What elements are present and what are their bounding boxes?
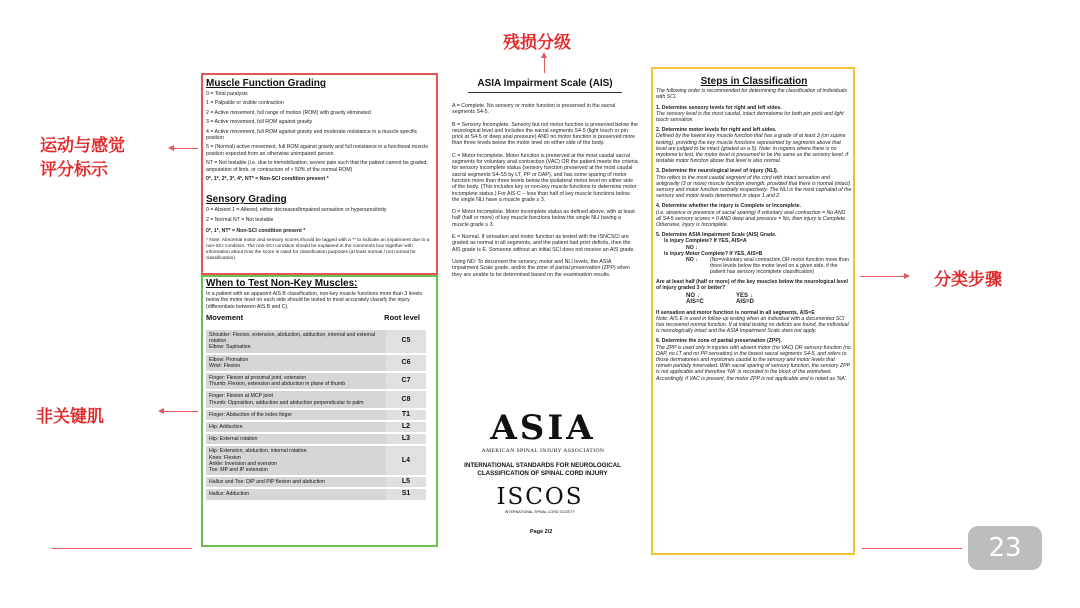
step-5-no1: NO — [686, 244, 694, 251]
asia-logo-sub: AMERICAN SPINAL INJURY ASSOCIATION — [481, 448, 605, 454]
root-level-cell: C7 — [386, 373, 426, 389]
arrow-left-bottom-head — [158, 408, 164, 414]
iscos-logo-sub: INTERNATIONAL SPINAL CORD SOCIETY — [504, 510, 576, 514]
ais-grade-b: B = Sensory Incomplete. Sensory but not motor function is preserved below the neurological level and includes the sacral segments S4-5 (light touch or pin prick at S4-5 or deep anal pressure) AND no motor function is preserved more than three levels below the motor level on either side of the body. — [452, 121, 638, 147]
root-level-cell: L3 — [386, 434, 426, 444]
step-4: 4. Determine whether the injury is Complete or Incomplete. — [656, 203, 801, 210]
page-label: Page 2/2 — [530, 529, 553, 535]
steps-intro: The following order is recommended for determining the classification of individuals with SCI. — [656, 88, 847, 101]
ais-using-nd: Using ND: To document the sensory, motor and NLI levels, the ASIA Impairment Scale grade, and/or the zone of partial preservation (ZPP) when they are unable to be determined based on the examination results. — [452, 258, 630, 278]
table-row — [206, 410, 426, 420]
ais-grade-a: A = Complete. No sensory or motor function is preserved in the sacral segments S4-5. — [452, 103, 616, 116]
table-row — [206, 422, 426, 432]
ais-grade-c: C = Motor Incomplete. Motor function is preserved at the most caudal sacral segments for voluntary anal contraction (VAC) OR the patient meets the criteria for sensory incomplete status (sensory function preserved at the most caudal sacral segments S4-S5 by LT, PP or DAP), and has some sparing of motor function more than three levels below the ipsilateral motor level on either side of the body. (This includes key or non-key muscle functions to determine motor incomplete status.) For AIS C – less than half of key muscle functions below the single NLI have a muscle grade ≥ 3. — [452, 152, 638, 203]
steps-section — [656, 76, 852, 382]
step-normal-text: Note: AIS E is used in follow-up testing when an individual with a documented SCI has recovered normal function. If at initial testing no deficits are found, the individual is neurologically intact and the ASIA Impairment Scale does not apply. — [656, 315, 849, 335]
arrow-down-icon: ↓ — [749, 293, 753, 300]
ais-section — [452, 78, 638, 278]
arrow-down-icon: ↓ — [696, 293, 700, 300]
muscle-grade-line: 5 = (Normal) active movement, full ROM against gravity and full resistance in a functional muscle position expected from an otherwise unimpaired person — [206, 144, 429, 157]
step-1: 1. Determine sensory levels for right and left sides. — [656, 104, 782, 111]
movement-cell: Finger: Flexion at proximal joint, extension Thumb: Flexion, extension and abduction in plane of thumb — [206, 373, 386, 389]
movement-cell: Hip: Adduction — [206, 422, 386, 432]
iscos-logo — [480, 484, 600, 514]
sensory-grading-section — [206, 194, 436, 261]
step-5: 5. Determine ASIA Impairment Scale (AIS) Grade. — [656, 232, 777, 239]
step-5-yes3: YES — [736, 293, 749, 300]
table-row — [206, 391, 426, 407]
root-level-cell: C5 — [386, 330, 426, 353]
table-row — [206, 446, 426, 475]
muscle-grade-line: 0*, 1*, 2*, 3*, 4*, NT* = Non-SCI condition present * — [206, 176, 329, 183]
iscos-logo-text: ISCOS — [496, 484, 584, 510]
muscle-grade-line: NT = Not testable (i.e. due to immobilization, severe pain such that the patient cannot be graded, amputation of limb, or contracture of > 50% of the normal ROM) — [206, 160, 428, 173]
non-key-title: When to Test Non-Key Muscles: — [206, 278, 358, 289]
muscle-grade-line: 3 = Active movement, full ROM against gravity — [206, 119, 313, 126]
table-row — [206, 373, 426, 389]
root-level-cell: L5 — [386, 477, 426, 487]
arrow-down-icon: ↓ — [695, 257, 698, 264]
muscle-grade-line: 0 = Total paralysis — [206, 91, 248, 97]
table-row — [206, 489, 426, 499]
footer-line-left — [52, 548, 192, 549]
movement-cell: Elbow: Pronation Wrist: Flexion — [206, 355, 386, 371]
annotation-left-top-line1: 运动与感觉 — [40, 136, 125, 156]
arrow-left-top — [172, 148, 198, 149]
step-3: 3. Determine the neurological level of injury (NLI). — [656, 168, 779, 175]
asia-logo-text: ASIA — [490, 408, 596, 448]
sensory-grade-line: 0 = Absent 1 = Altered, either decreased/impaired sensation or hypersensitivity — [206, 207, 387, 213]
step-5-no3: NO — [686, 293, 695, 300]
movement-cell: Hip: External rotation — [206, 434, 386, 444]
step-normal: If sensation and motor function is normal in all segments, AIS=E — [656, 309, 815, 316]
table-row — [206, 434, 426, 444]
muscle-grade-line: 4 = Active movement, full ROM against gravity and moderate resistance in a muscle specific position — [206, 128, 418, 142]
movement-cell: Finger: Abduction of the index finger — [206, 410, 386, 420]
muscle-grade-line: 2 = Active movement, full range of motion (ROM) with gravity eliminated — [206, 109, 371, 116]
annotation-top: 残损分级 — [503, 33, 571, 53]
standards-line2: CLASSIFICATION OF SPINAL CORD INJURY — [477, 470, 608, 477]
muscle-grading-section — [206, 78, 436, 182]
ais-title: ASIA Impairment Scale (AIS) — [477, 78, 613, 89]
table-row — [206, 355, 426, 371]
arrow-left-bottom — [162, 411, 198, 412]
non-key-section — [206, 278, 434, 322]
slide-page-number: 23 — [968, 526, 1042, 570]
root-level-cell: L4 — [386, 446, 426, 475]
arrow-right-head — [904, 273, 910, 279]
movement-cell: Hallux: Adduction — [206, 489, 386, 499]
sensory-grading-title: Sensory Grading — [206, 194, 287, 205]
root-level-cell: L2 — [386, 422, 426, 432]
result-ais-c: AIS=C — [686, 299, 704, 306]
col-root-header: Root level — [384, 313, 420, 323]
table-row — [206, 330, 426, 353]
annotation-right: 分类步骤 — [934, 270, 1002, 290]
table-row — [206, 477, 426, 487]
asia-logo — [468, 410, 618, 454]
standards-title — [450, 462, 635, 478]
sensory-note: * Note: Abnormal motor and sensory scores should be tagged with a '*' to indicate an impairment due to a non-SCI condition. The non-SCI condition should be explained in the comments box together with information about how the score is rated for classification purposes (at least normal / not normal for classification). — [206, 238, 430, 261]
step-5-q2-text: (No=voluntary anal contraction OR motor function more than three levels below the motor level on a given side, if the patient has sensory incomplete classification) — [710, 257, 849, 276]
root-level-cell: S1 — [386, 489, 426, 499]
sensory-grade-line: 0*, 1*, NT* = Non-SCI condition present * — [206, 227, 306, 234]
steps-title: Steps in Classification — [700, 76, 808, 87]
step-4-text: (i.e. absence or presence of sacral sparing) If voluntary anal contraction = No AND all S4-5 sensory scores = 0 AND deep anal pressure = No, then injury is Complete. Otherwise, injury is Incomplete. — [656, 209, 847, 229]
non-key-table — [206, 328, 426, 502]
col-movement-header: Movement — [206, 313, 244, 323]
movement-cell: Hallux and Toe: DIP and PIP flexion and abduction — [206, 477, 386, 487]
step-5-q3: Are at least half (half or more) of the key muscles below the neurological level of injury graded 3 or better? — [656, 278, 848, 291]
movement-cell: Finger: Flexion at MCP joint Thumb: Opposition, adduction and abduction perpendicular to palm — [206, 391, 386, 407]
step-5-q1: Is injury Complete? If YES, AIS=A — [664, 238, 747, 245]
movement-cell: Shoulder: Flexion, extension, abduction, adduction, internal and external rotation Elbow: Supination — [206, 330, 386, 353]
root-level-cell: T1 — [386, 410, 426, 420]
step-5-q2: Is injury Motor Complete? If YES, AIS=B — [664, 250, 763, 257]
step-6-text: The ZPP is used only in injuries with absent motor (no VAC) OR sensory function (no DAP, no LT and no PP sensation) in the lowest sacral segments S4-5, and refers to those dermatomes and myotomes caudal to the sensory and motor levels that remain partially innervated. With sacral sparing of sensory function, the sensory ZPP is not applicable and therefore 'NA' is recorded in the block of the worksheet. Accordingly, if VAC is present, the motor ZPP is not applicable and is noted as 'NA'. — [656, 344, 851, 382]
muscle-grade-line: 1 = Palpable or visible contraction — [206, 100, 284, 107]
annotation-left-bottom: 非关键肌 — [36, 407, 104, 427]
footer-line-right — [862, 548, 962, 549]
ais-grade-d: D = Motor Incomplete. Motor incomplete status as defined above, with at least half (half or more) of key muscle functions below the single NLI having a muscle grade ≥ 3. — [452, 209, 635, 228]
arrow-left-top-head — [168, 145, 174, 151]
root-level-cell: C6 — [386, 355, 426, 371]
annotation-left-top-line2: 评分标示 — [40, 160, 108, 180]
standards-line1: INTERNATIONAL STANDARDS FOR NEUROLOGICAL — [464, 462, 621, 469]
ais-grade-e: E = Normal. If sensation and motor function as tested with the ISNCSCI are graded as normal in all segments, and the patient had prior deficits, then the AIS grade is E. Someone without an initial SCI does not receive an AIS grade. — [452, 234, 635, 253]
sensory-grade-line: 2 = Normal NT = Not testable — [206, 217, 274, 224]
non-key-intro: In a patient with an apparent AIS B classification, non-key muscle functions more than 3 levels below the motor level on each side should be tested to most accurately classify the injury (differentiate between AIS B and C). — [206, 291, 422, 310]
movement-cell: Hip: Extension, abduction, internal rotation Knee: Flexion Ankle: Inversion and eversion Toe: MP and IP extension — [206, 446, 386, 475]
arrow-up-head — [541, 52, 547, 58]
step-2-text: Defined by the lowest key muscle function that has a grade of at least 3 (on supine testing), providing the key muscle functions represented by segments above that level are judged to be intact (graded as a 5). Note: in regions where there is no myotome to test, the motor level is presumed to be the same as the sensory level, if testable motor function above that level is also normal. — [656, 133, 849, 165]
step-1-text: The sensory level is the most caudal, intact dermatome for both pin prick and light touch sensation. — [656, 110, 844, 124]
step-6: 6. Determine the zone of partial preservation (ZPP). — [656, 338, 782, 345]
step-3-text: This refers to the most caudal segment of the cord with intact sensation and antigravity (3 or more) muscle function strength, provided that there is normal (intact) sensory and motor function rostrally respectively. The NLI is the most cephalad of the sensory and motor levels determined in steps 1 and 2. — [656, 174, 852, 200]
muscle-grading-title: Muscle Function Grading — [206, 78, 327, 89]
arrow-right — [860, 276, 904, 277]
arrow-down-icon: ↓ — [695, 244, 698, 251]
step-5-no2: NO — [686, 257, 694, 264]
annotation-left-top — [40, 134, 125, 182]
step-2: 2. Determine motor levels for right and left sides. — [656, 127, 777, 134]
result-ais-d: AIS=D — [736, 299, 754, 306]
root-level-cell: C8 — [386, 391, 426, 407]
